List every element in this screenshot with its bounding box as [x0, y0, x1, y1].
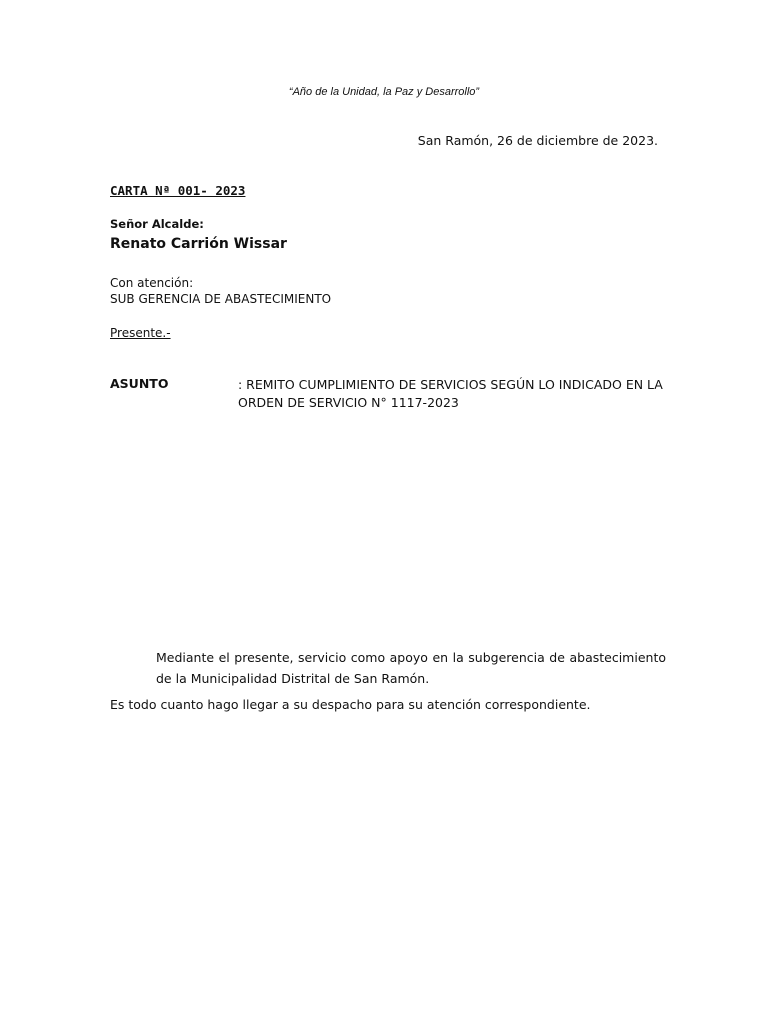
subject-text: : REMITO CUMPLIMIENTO DE SERVICIOS SEGÚN LO INDICADO EN LA ORDEN DE SERVICIO N° 1117-2023: [238, 377, 663, 410]
recipient-name: Renato Carrión Wissar: [110, 236, 287, 252]
subject-label: ASUNTO: [110, 376, 169, 391]
salutation-title: Señor Alcalde:: [110, 217, 204, 231]
letter-number: CARTA Nª 001- 2023: [110, 183, 246, 198]
body-paragraph: Mediante el presente, servicio como apoyo en la subgerencia de abastecimiento de la Municipalidad Distrital de San Ramón.: [156, 650, 666, 686]
attention-department: SUB GERENCIA DE ABASTECIMIENTO: [110, 292, 332, 306]
presente-line: Presente.-: [110, 326, 171, 340]
attention-label: Con atención:: [110, 276, 194, 290]
closing-line: Es todo cuanto hago llegar a su despacho para su atención correspondiente.: [110, 697, 591, 712]
year-motto: “Año de la Unidad, la Paz y Desarrollo”: [288, 86, 480, 98]
letter-date: San Ramón, 26 de diciembre de 2023.: [417, 133, 658, 148]
